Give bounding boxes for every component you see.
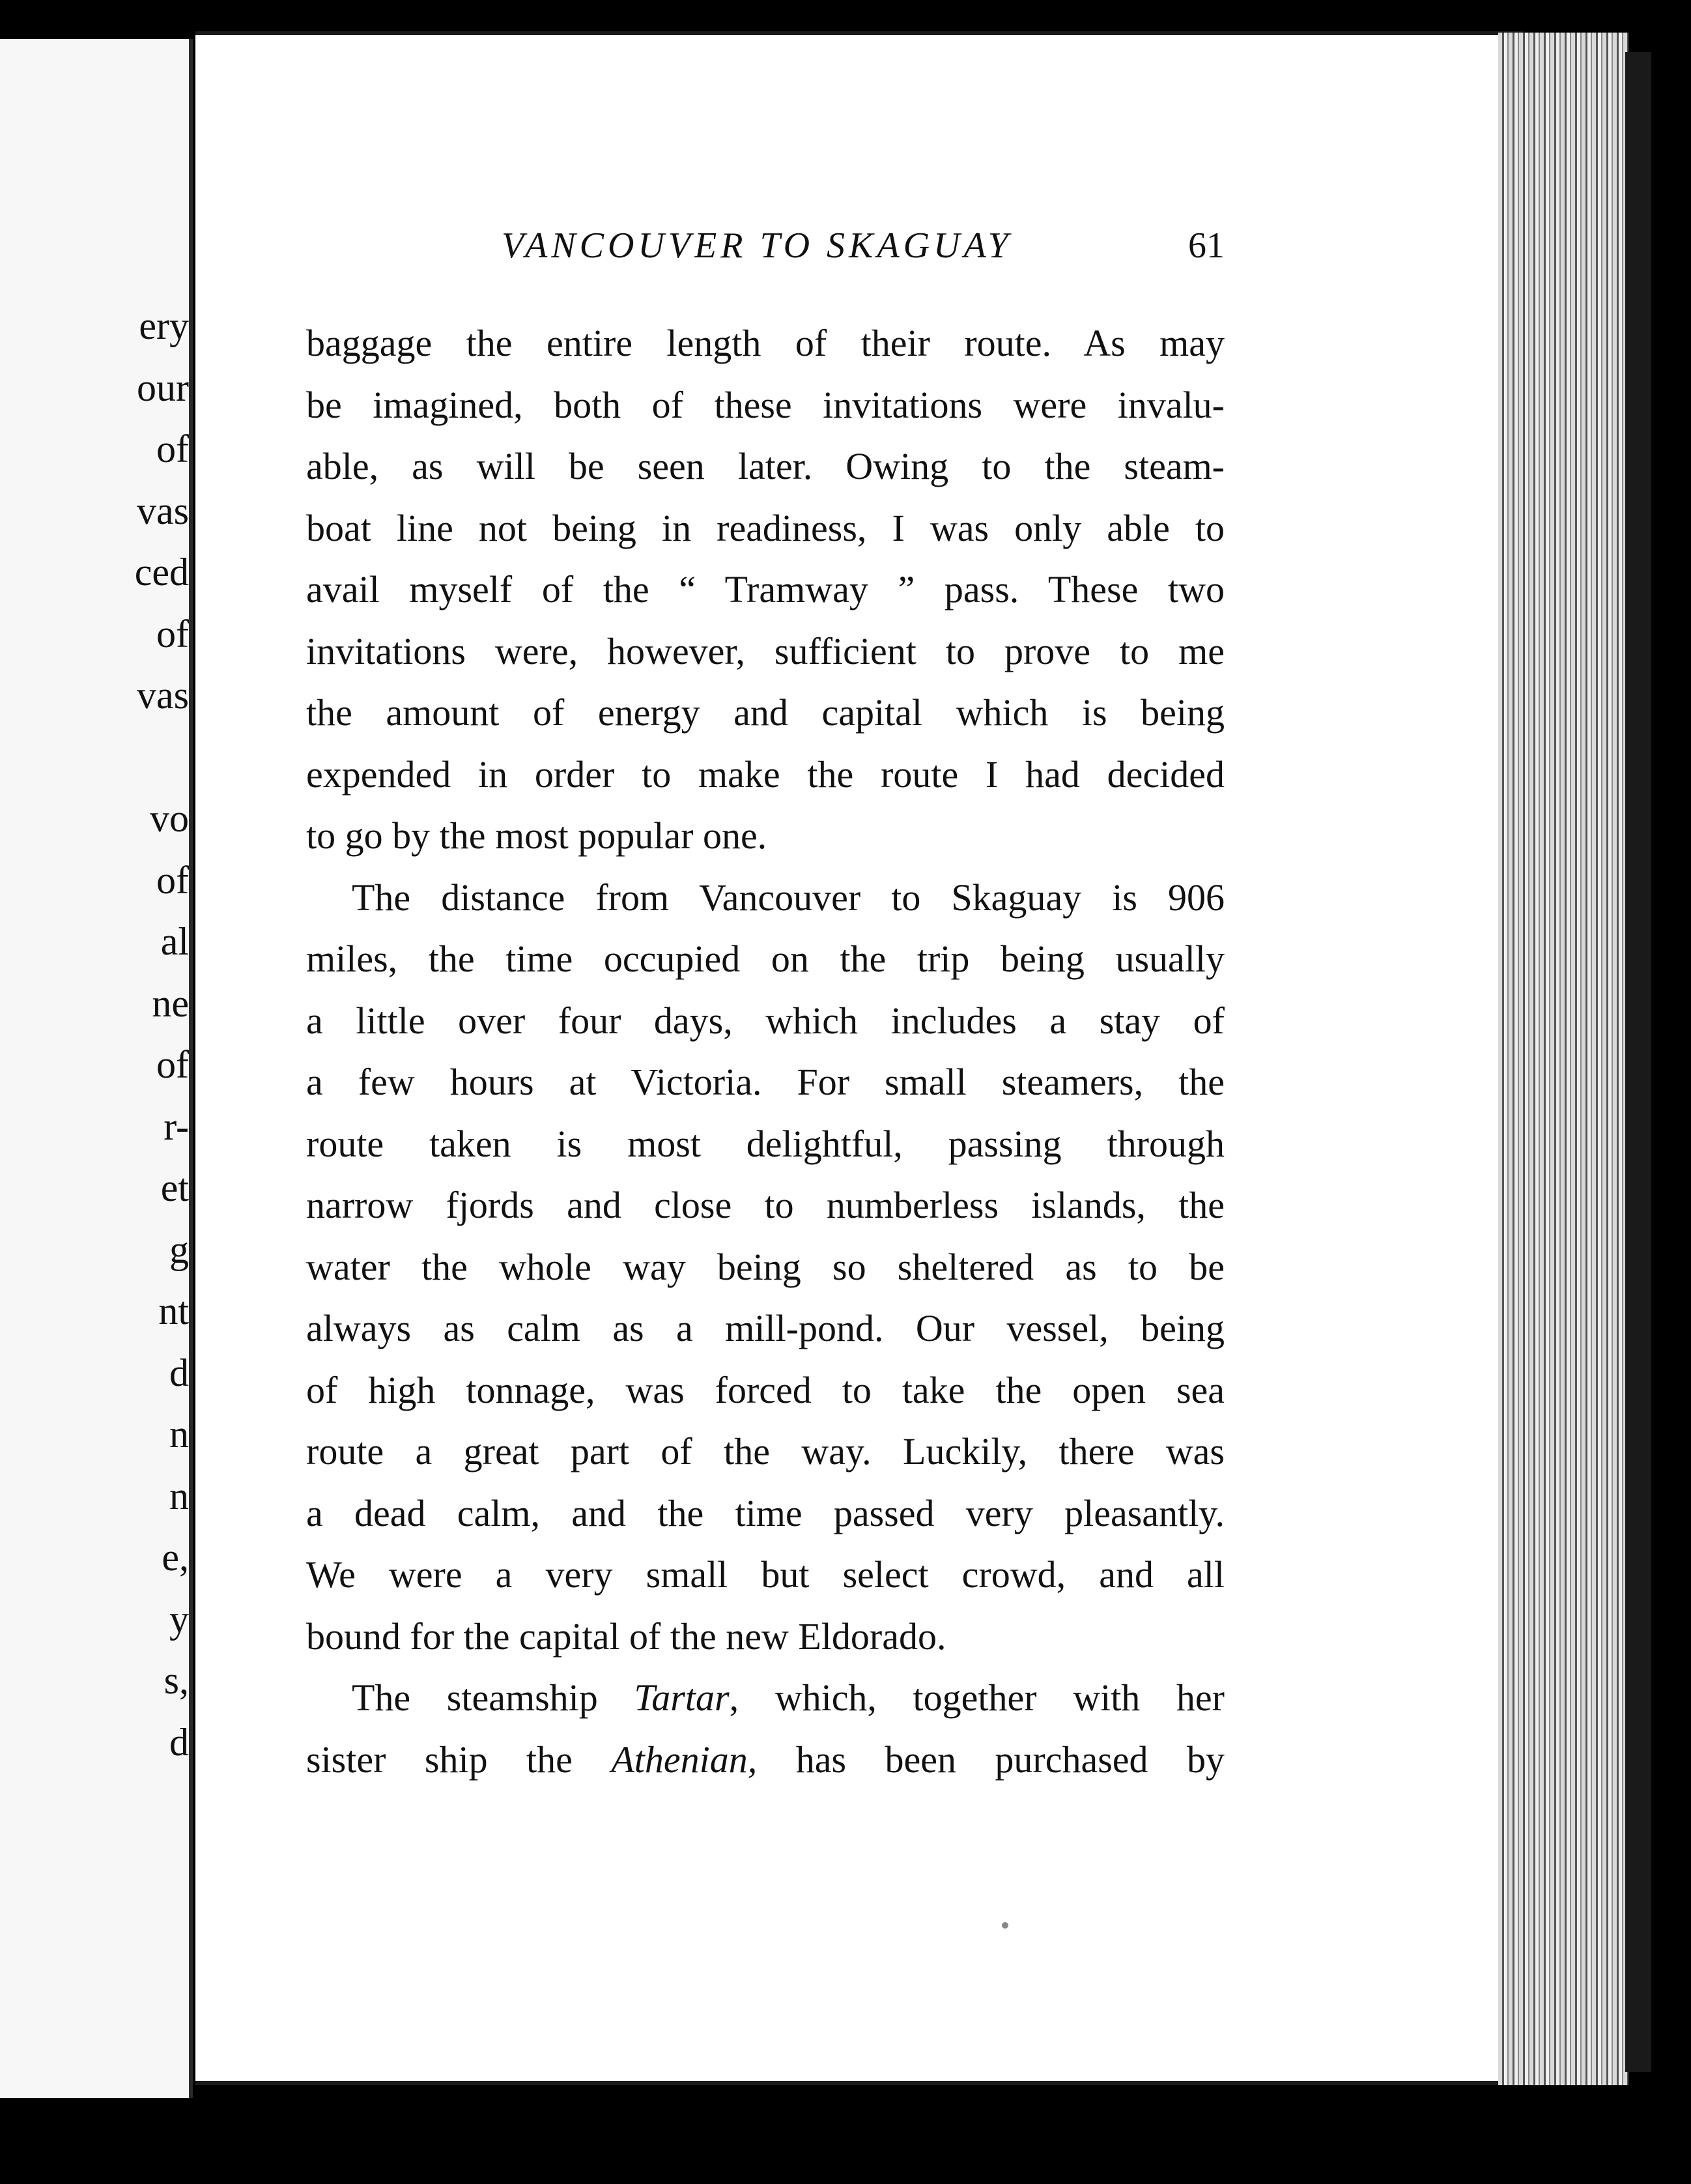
text-line: narrow fjords and close to numberless islands, the — [306, 1184, 1225, 1226]
previous-page-fragment: et — [160, 1166, 189, 1209]
previous-page-fragment: s, — [163, 1659, 189, 1702]
text-line: avail myself of the “ Tramway ” pass. These two — [306, 568, 1225, 611]
running-head: VANCOUVER TO SKAGUAY — [502, 225, 1012, 266]
previous-page-fragment: of — [156, 612, 189, 655]
body-text — [306, 313, 1225, 1790]
previous-page-fragment: r- — [163, 1104, 189, 1148]
text-line: to go by the most popular one. — [306, 814, 767, 857]
text-line: route taken is most delightful, passing through — [306, 1122, 1225, 1165]
page-number: 61 — [1188, 225, 1225, 266]
text-line: a little over four days, which includes a stay of — [306, 999, 1225, 1042]
previous-page-edge — [0, 39, 193, 2098]
text-line: of high tonnage, was forced to take the open sea — [306, 1368, 1225, 1411]
text-line: The distance from Vancouver to Skaguay is 906 — [352, 876, 1225, 919]
previous-page-fragment: ced — [134, 551, 189, 594]
text-line: boat line not being in readiness, I was only able to — [306, 506, 1225, 549]
previous-page-fragment: e, — [162, 1536, 189, 1579]
previous-page-fragment: n — [169, 1413, 189, 1456]
text-line: invitations were, however, sufficient to prove to me — [306, 629, 1225, 672]
ship-name-tartar: Tartar — [634, 1676, 730, 1719]
previous-page-fragment: al — [160, 920, 189, 963]
previous-page-fragment: nt — [158, 1289, 189, 1332]
text-line: bound for the capital of the new Eldorado. — [306, 1615, 946, 1658]
text-line: The steamship Tartar, which, together with her — [352, 1676, 1225, 1719]
previous-page-fragment: n — [169, 1474, 189, 1517]
previous-page-fragment: vas — [137, 674, 189, 717]
text-line: expended in order to make the route I had decided — [306, 753, 1225, 796]
previous-page-fragment: vo — [150, 797, 189, 840]
text-line: water the whole way being so sheltered as to be — [306, 1245, 1225, 1288]
text-line: always as calm as a mill-pond. Our vessel, being — [306, 1307, 1225, 1349]
text-line: able, as will be seen later. Owing to the steam- — [306, 445, 1225, 487]
text-line: be imagined, both of these invitations were invalu- — [306, 383, 1225, 426]
previous-page-fragment: g — [169, 1228, 189, 1271]
previous-page-fragment: our — [137, 366, 189, 409]
previous-page-fragment: ne — [152, 981, 189, 1025]
page-header — [306, 225, 1225, 277]
text-line: a few hours at Victoria. For small steamers, the — [306, 1061, 1225, 1103]
previous-page-fragment: d — [169, 1720, 189, 1764]
ship-name-athenian: Athenian, — [611, 1738, 758, 1781]
previous-page-fragment: of — [156, 427, 189, 470]
text-line: route a great part of the way. Luckily, there was — [306, 1430, 1225, 1473]
text-line: We were a very small but select crowd, and all — [306, 1553, 1225, 1596]
previous-page-fragment: vas — [137, 489, 189, 532]
previous-page-fragment: of — [156, 858, 189, 902]
previous-page-fragment: ery — [139, 304, 189, 347]
previous-page-fragment: d — [169, 1351, 189, 1394]
previous-page-fragment: of — [156, 1043, 189, 1086]
page-edges — [1498, 33, 1628, 2085]
text-line: the amount of energy and capital which is being — [306, 691, 1225, 734]
binding-shadow — [1625, 52, 1651, 2072]
text-line: a dead calm, and the time passed very pleasantly. — [306, 1491, 1225, 1534]
text-line: sister ship the Athenian, has been purchased by — [306, 1738, 1225, 1781]
text-line: miles, the time occupied on the trip being usually — [306, 938, 1225, 980]
paper-speck — [1002, 1922, 1008, 1929]
text-line: baggage the entire length of their route. As may — [306, 322, 1225, 364]
previous-page-fragment: y — [169, 1597, 189, 1641]
